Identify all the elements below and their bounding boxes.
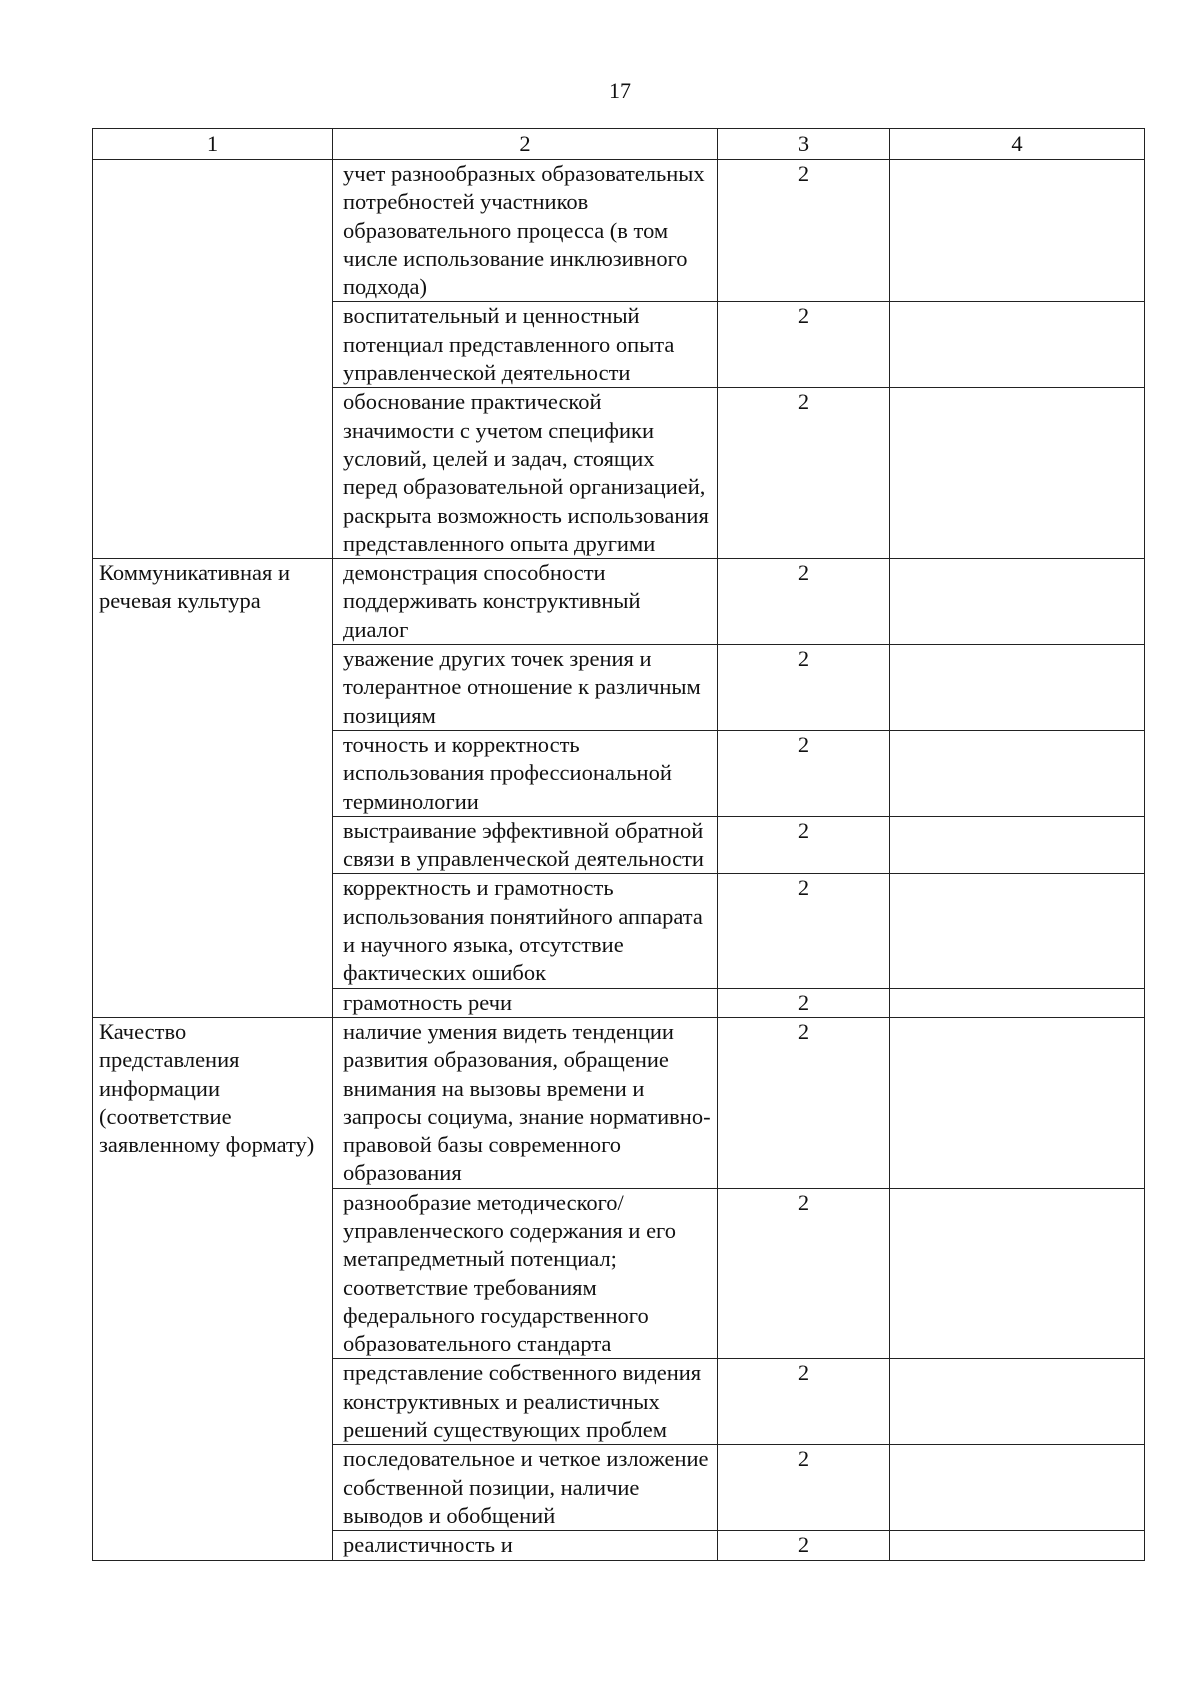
score-cell <box>890 160 1145 302</box>
max-score: 2 <box>718 302 890 388</box>
max-score: 2 <box>718 1445 890 1531</box>
max-score: 2 <box>718 645 890 731</box>
table-row <box>93 160 1145 302</box>
score-cell <box>890 1359 1145 1445</box>
max-score: 2 <box>718 874 890 988</box>
indicator-text: воспитательный и ценностный потенциал представленного опыта управленческой деятельности <box>333 302 718 388</box>
indicator-text: разнообразие методического/ управленческого содержания и его метапредметный потенциал; соответствие требованиям федерального государственного образовательного стандарта <box>333 1188 718 1359</box>
criteria-table-body <box>93 129 1145 1561</box>
indicator-text: учет разнообразных образовательных потребностей участников образовательного процесса (в том числе использование инклюзивного подхода) <box>333 160 718 302</box>
indicator-text: обоснование практической значимости с учетом специфики условий, целей и задач, стоящих перед образовательной организацией, раскрыта возможность использования представленного опыта другими <box>333 388 718 559</box>
indicator-text: корректность и грамотность использования понятийного аппарата и научного языка, отсутствие фактических ошибок <box>333 874 718 988</box>
criterion-label: Качество представления информации (соответствие заявленному формату) <box>93 1017 333 1560</box>
column-header-3: 3 <box>718 129 890 160</box>
criterion-label: Коммуникативная и речевая культура <box>93 559 333 1018</box>
max-score: 2 <box>718 988 890 1017</box>
score-cell <box>890 1531 1145 1560</box>
indicator-text: точность и корректность использования профессиональной терминологии <box>333 730 718 816</box>
score-cell <box>890 816 1145 874</box>
score-cell <box>890 388 1145 559</box>
max-score: 2 <box>718 388 890 559</box>
score-cell <box>890 1017 1145 1188</box>
table-row <box>93 1017 1145 1188</box>
score-cell <box>890 874 1145 988</box>
column-header-1: 1 <box>93 129 333 160</box>
indicator-text: представление собственного видения конструктивных и реалистичных решений существующих проблем <box>333 1359 718 1445</box>
table-row <box>93 559 1145 645</box>
score-cell <box>890 988 1145 1017</box>
score-cell <box>890 302 1145 388</box>
max-score: 2 <box>718 1531 890 1560</box>
max-score: 2 <box>718 816 890 874</box>
max-score: 2 <box>718 160 890 302</box>
indicator-text: наличие умения видеть тенденции развития образования, обращение внимания на вызовы времени и запросы социума, знание нормативно-правовой базы современного образования <box>333 1017 718 1188</box>
page-number: 17 <box>609 78 631 103</box>
score-cell <box>890 730 1145 816</box>
column-header-2: 2 <box>333 129 718 160</box>
score-cell <box>890 1188 1145 1359</box>
indicator-text: демонстрация способности поддерживать конструктивный диалог <box>333 559 718 645</box>
criterion-label <box>93 160 333 559</box>
max-score: 2 <box>718 559 890 645</box>
score-cell <box>890 645 1145 731</box>
indicator-text: выстраивание эффективной обратной связи в управленческой деятельности <box>333 816 718 874</box>
criteria-table <box>92 128 1145 1561</box>
score-cell <box>890 1445 1145 1531</box>
max-score: 2 <box>718 730 890 816</box>
header-row <box>93 129 1145 160</box>
indicator-text: последовательное и четкое изложение собственной позиции, наличие выводов и обобщений <box>333 1445 718 1531</box>
score-cell <box>890 559 1145 645</box>
max-score: 2 <box>718 1017 890 1188</box>
indicator-text: уважение других точек зрения и толерантное отношение к различным позициям <box>333 645 718 731</box>
indicator-text: грамотность речи <box>333 988 718 1017</box>
max-score: 2 <box>718 1359 890 1445</box>
column-header-4: 4 <box>890 129 1145 160</box>
indicator-text: реалистичность и <box>333 1531 718 1560</box>
max-score: 2 <box>718 1188 890 1359</box>
